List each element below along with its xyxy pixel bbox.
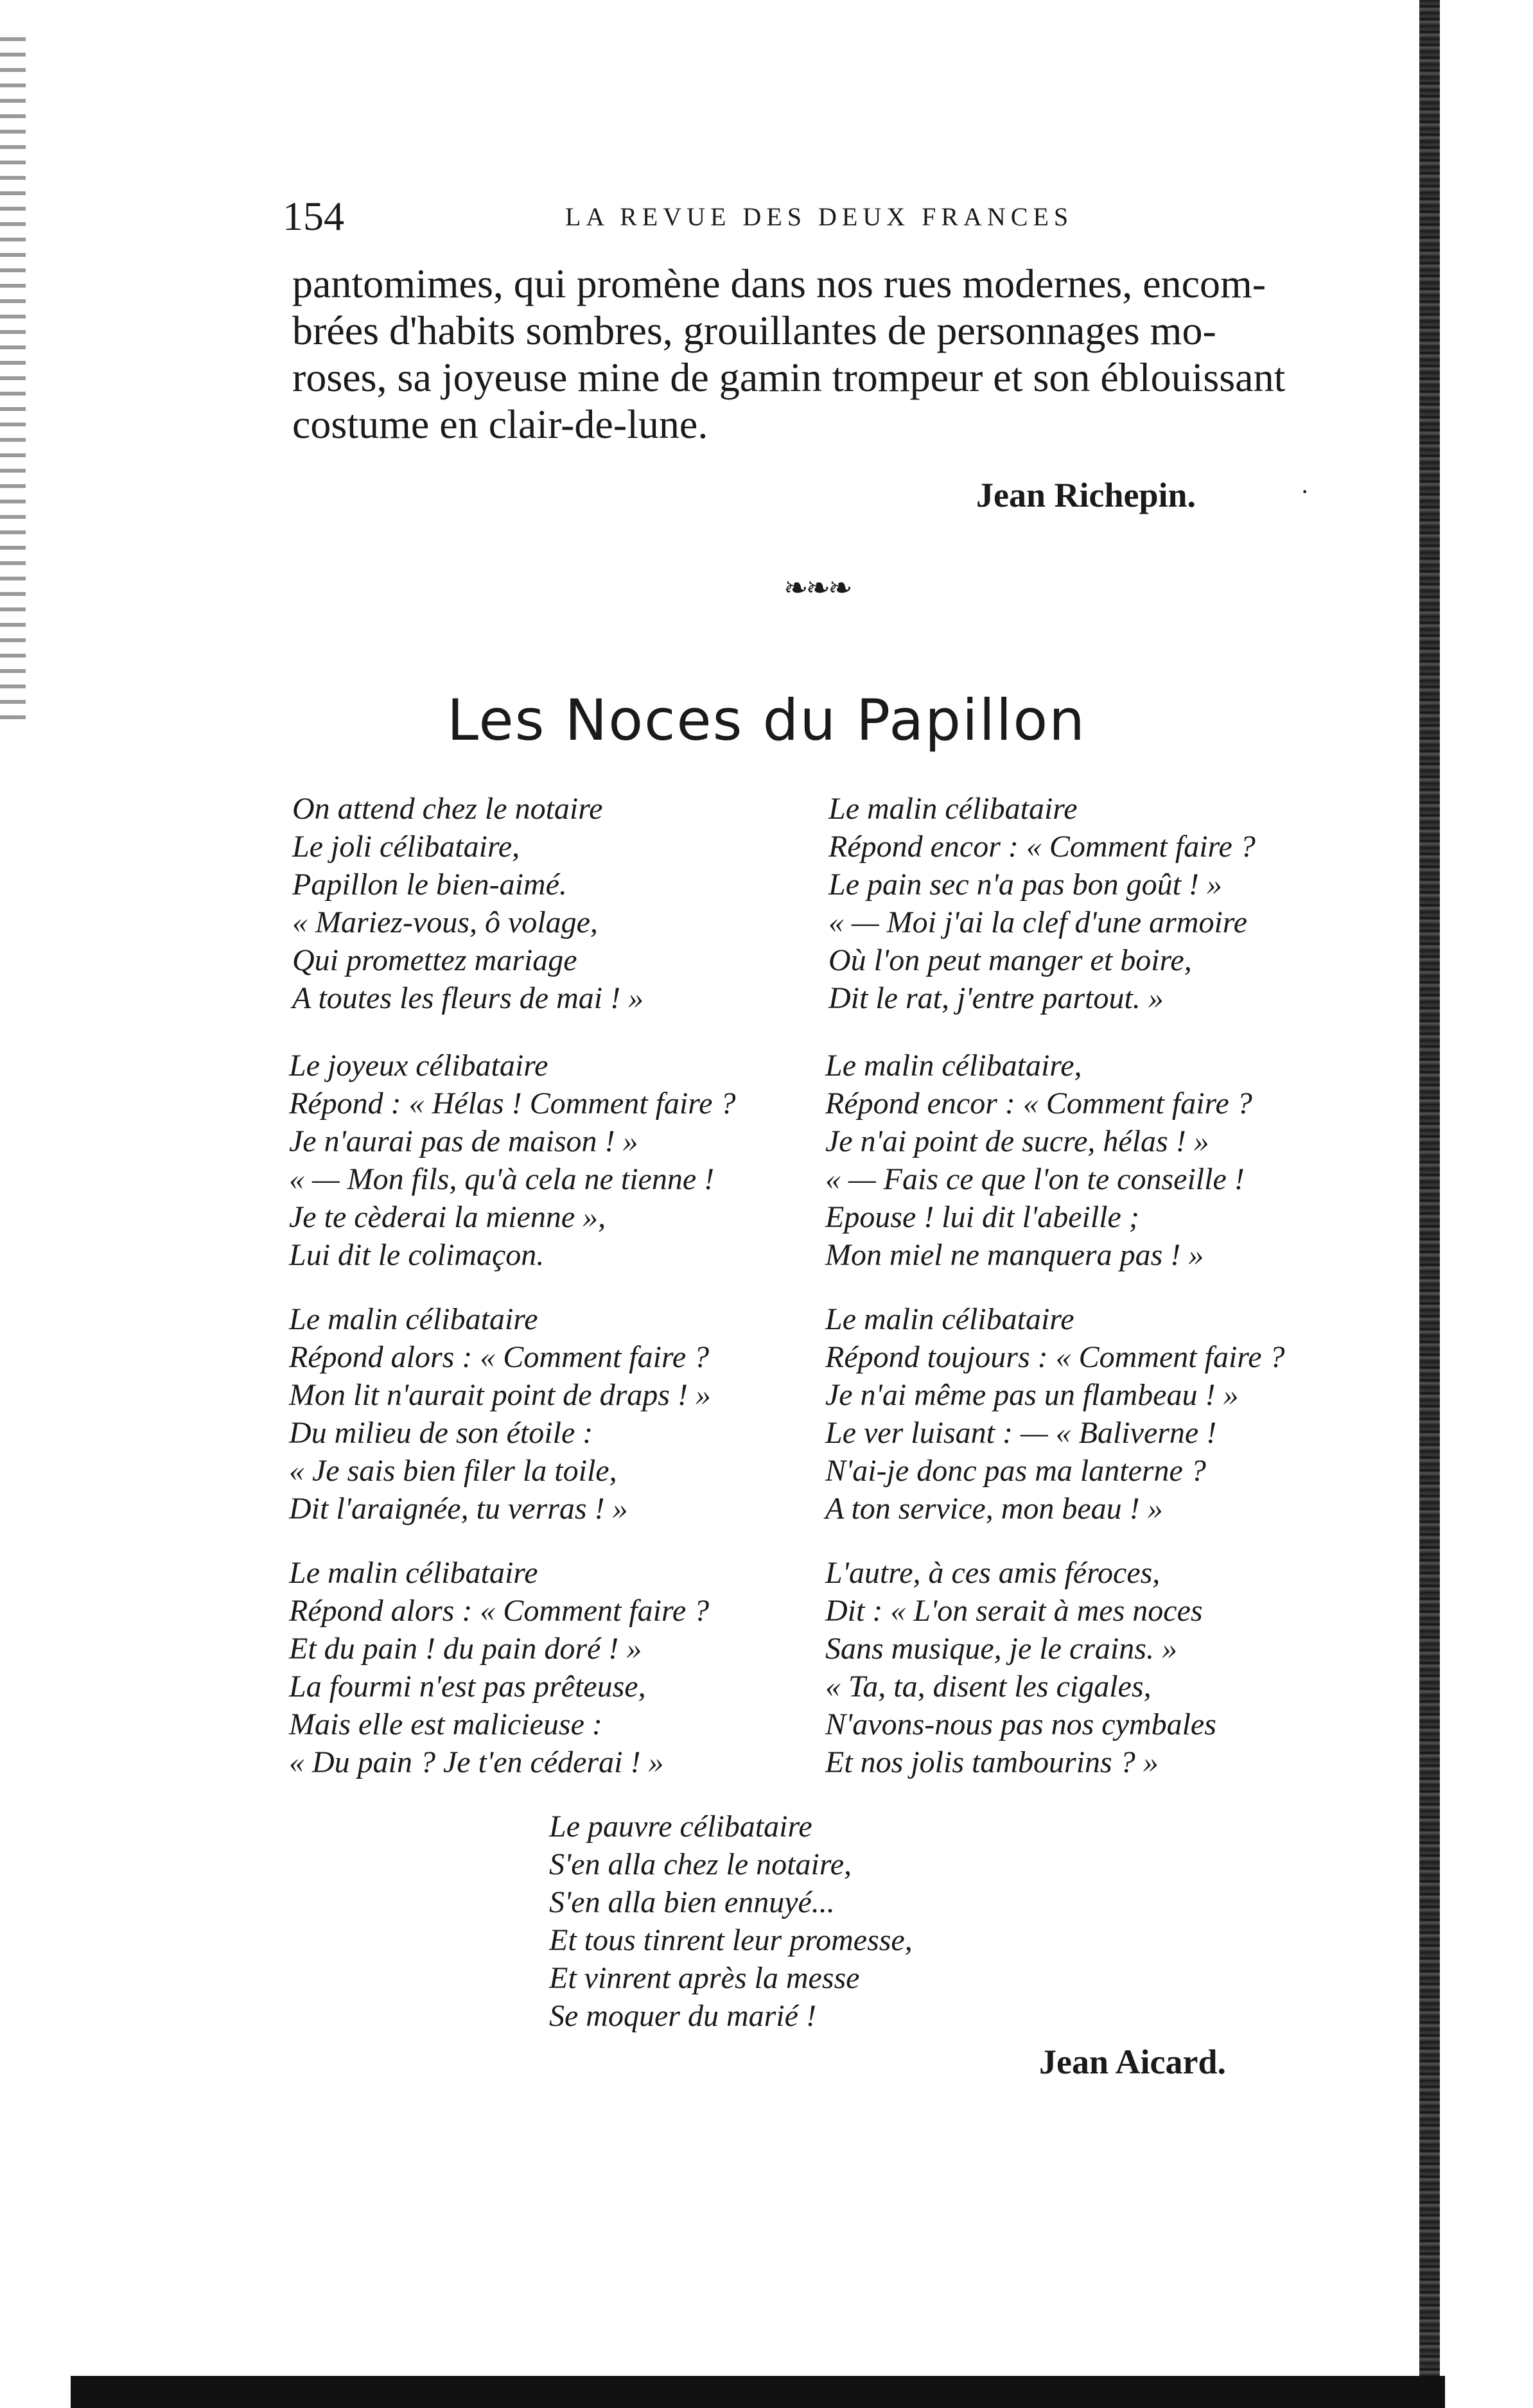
prose-line: pantomimes, qui promène dans nos rues modernes, encom- [292,261,1266,306]
ornament-separator: ❧❧❧ [784,571,850,604]
author-signature-aicard: Jean Aicard. [1039,2043,1226,2081]
verse-line: Répond alors : « Comment faire ? [289,1594,710,1628]
verse-line: Dit : « L'on serait à mes noces [825,1594,1203,1628]
verse-line: Le malin célibataire [828,792,1078,826]
stanza [292,790,644,1017]
verse-line: Répond toujours : « Comment faire ? [825,1340,1285,1374]
author-signature-richepin: Jean Richepin. [976,476,1196,514]
running-title: LA REVUE DES DEUX FRANCES [565,202,1074,231]
verse-line: Le malin célibataire [825,1302,1074,1336]
prose-paragraph [292,260,1320,448]
verse-line: Qui promettez mariage [292,943,577,977]
stanza [825,1554,1216,1781]
verse-line: Le pauvre célibataire [549,1810,812,1844]
stanza [825,1047,1252,1274]
verse-line: Mais elle est malicieuse : [289,1707,602,1741]
stray-mark: · [1301,477,1310,506]
verse-line: « — Moi j'ai la clef d'une armoire [828,905,1248,939]
verse-line: « Ta, ta, disent les cigales, [825,1670,1152,1704]
verse-line: Sans musique, je le crains. » [825,1632,1177,1666]
verse-line: Le joyeux célibataire [289,1049,548,1083]
verse-line: Répond encor : « Comment faire ? [828,830,1256,864]
page-header [283,193,1374,244]
stanza-final [549,1808,913,2035]
verse-line: Et vinrent après la messe [549,1961,860,1995]
verse-line: Dit l'araignée, tu verras ! » [289,1492,628,1526]
verse-line: Epouse ! lui dit l'abeille ; [825,1200,1139,1234]
verse-line: « — Mon fils, qu'à cela ne tienne ! [289,1162,715,1196]
verse-line: L'autre, à ces amis féroces, [825,1556,1161,1590]
verse-line: « Mariez-vous, ô volage, [292,905,598,939]
prose-line: brées d'habits sombres, grouillantes de personnages mo- [292,308,1216,353]
verse-line: Mon lit n'aurait point de draps ! » [289,1378,711,1412]
verse-line: Le malin célibataire, [825,1049,1082,1083]
stanza [289,1047,735,1274]
verse-line: On attend chez le notaire [292,792,603,826]
verse-line: Dit le rat, j'entre partout. » [828,981,1164,1015]
verse-line: Et du pain ! du pain doré ! » [289,1632,642,1666]
verse-line: Se moquer du marié ! [549,1999,816,2033]
verse-line: Le pain sec n'a pas bon goût ! » [828,868,1222,902]
verse-line: « — Fais ce que l'on te conseille ! [825,1162,1245,1196]
verse-line: Je n'aurai pas de maison ! » [289,1124,638,1158]
verse-line: « Je sais bien filer la toile, [289,1454,617,1488]
verse-line: Le joli célibataire, [292,830,520,864]
verse-line: A ton service, mon beau ! » [825,1492,1163,1526]
verse-line: Le ver luisant : — « Baliverne ! [825,1416,1217,1450]
verse-line: Je n'ai même pas un flambeau ! » [825,1378,1239,1412]
verse-line: N'avons-nous pas nos cymbales [825,1707,1216,1741]
scan-artifact-left [0,26,26,719]
stanza [828,790,1256,1017]
verse-line: A toutes les fleurs de mai ! » [292,981,644,1015]
scan-edge-bottom [71,2376,1445,2408]
verse-line: Mon miel ne manquera pas ! » [825,1238,1204,1272]
verse-line: N'ai-je donc pas ma lanterne ? [825,1454,1206,1488]
verse-line: S'en alla chez le notaire, [549,1847,852,1881]
verse-line: Répond : « Hélas ! Comment faire ? [289,1086,736,1121]
verse-line: Répond alors : « Comment faire ? [289,1340,710,1374]
verse-line: S'en alla bien ennuyé... [549,1885,835,1919]
verse-line: Je te cèderai la mienne », [289,1200,606,1234]
verse-line: Papillon le bien-aimé. [292,868,567,902]
verse-line: Le malin célibataire [289,1302,538,1336]
verse-line: Le malin célibataire [289,1556,538,1590]
verse-line: La fourmi n'est pas prêteuse, [289,1670,646,1704]
verse-line: « Du pain ? Je t'en céderai ! » [289,1745,664,1779]
stanza [825,1300,1285,1528]
verse-line: Je n'ai point de sucre, hélas ! » [825,1124,1209,1158]
prose-line: roses, sa joyeuse mine de gamin trompeur et son éblouissant [292,354,1286,400]
poem-title: Les Noces du Papillon [447,687,1086,753]
stanza [289,1554,709,1781]
scan-edge-right [1419,0,1440,2408]
prose-line: costume en clair-de-lune. [292,401,708,447]
verse-line: Et tous tinrent leur promesse, [549,1923,913,1957]
stanza [289,1300,711,1528]
page-number: 154 [283,193,344,239]
verse-line: Répond encor : « Comment faire ? [825,1086,1252,1121]
verse-line: Où l'on peut manger et boire, [828,943,1192,977]
verse-line: Du milieu de son étoile : [289,1416,593,1450]
verse-line: Et nos jolis tambourins ? » [825,1745,1159,1779]
verse-line: Lui dit le colimaçon. [289,1238,545,1272]
